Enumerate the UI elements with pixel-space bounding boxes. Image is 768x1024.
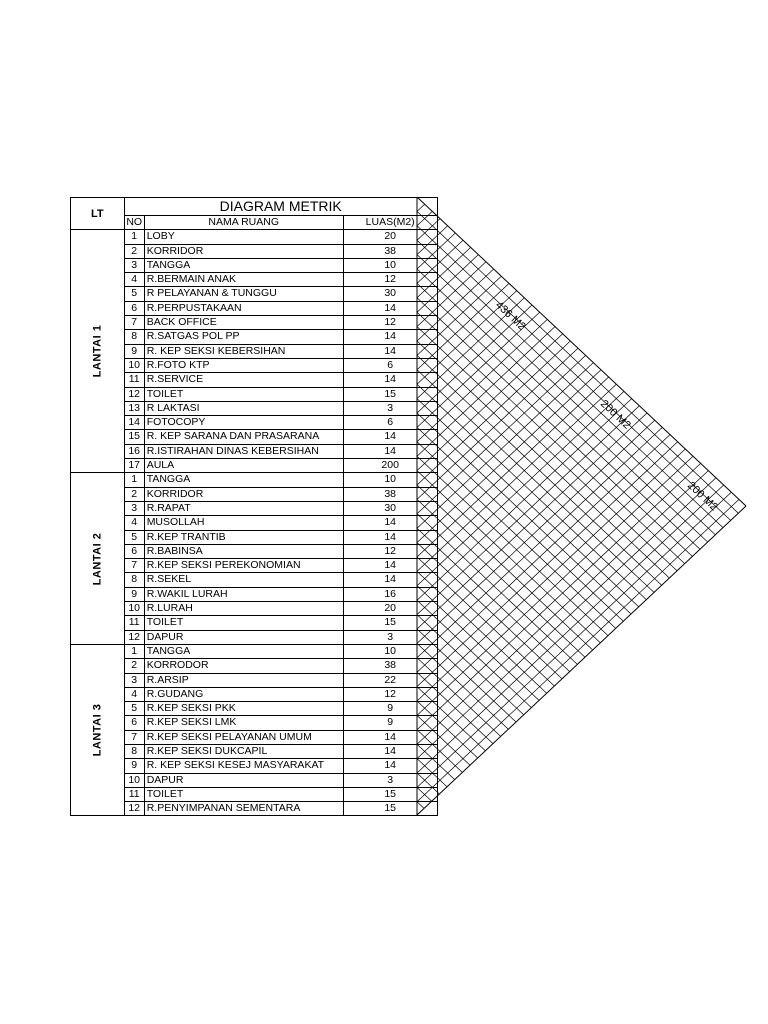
row-number: 3 <box>124 501 144 515</box>
row-number: 5 <box>124 287 144 301</box>
room-name: R.BABINSA <box>144 544 343 558</box>
row-number: 2 <box>124 659 144 673</box>
room-area: 14 <box>343 373 437 387</box>
room-name: R.KEP TRANTIB <box>144 530 343 544</box>
room-area: 14 <box>343 444 437 458</box>
table-row <box>71 330 438 344</box>
room-name: R.KEP SEKSI PELAYANAN UMUM <box>144 730 343 744</box>
room-name: KORRIDOR <box>144 487 343 501</box>
table-row <box>71 444 438 458</box>
floor-total-label: 436 M2 <box>492 299 528 334</box>
table-row <box>71 316 438 330</box>
table-row <box>71 644 438 658</box>
room-name: TANGGA <box>144 644 343 658</box>
page-title: DIAGRAM METRIK <box>124 198 437 216</box>
row-number: 3 <box>124 258 144 272</box>
row-number: 8 <box>124 744 144 758</box>
table-row <box>71 373 438 387</box>
room-name: R.SERVICE <box>144 373 343 387</box>
room-area: 3 <box>343 630 437 644</box>
room-name: R.WAKIL LURAH <box>144 587 343 601</box>
room-area: 12 <box>343 544 437 558</box>
room-area: 14 <box>343 430 437 444</box>
room-name: R PELAYANAN & TUNGGU <box>144 287 343 301</box>
table-row <box>71 730 438 744</box>
floor-label-cell <box>71 644 125 816</box>
room-name: R.LURAH <box>144 602 343 616</box>
room-area: 14 <box>343 301 437 315</box>
room-area: 38 <box>343 659 437 673</box>
room-name: R.KEP SEKSI PKK <box>144 702 343 716</box>
table-row <box>71 430 438 444</box>
room-name: R.ARSIP <box>144 673 343 687</box>
room-name: R.KEP SEKSI PEREKONOMIAN <box>144 559 343 573</box>
floor-total-label: 200 M2 <box>684 479 720 514</box>
row-number: 7 <box>124 316 144 330</box>
table-row <box>71 344 438 358</box>
room-name: R LAKTASI <box>144 401 343 415</box>
row-number: 4 <box>124 687 144 701</box>
row-number: 12 <box>124 630 144 644</box>
table-row <box>71 616 438 630</box>
row-number: 4 <box>124 516 144 530</box>
room-area: 12 <box>343 316 437 330</box>
table-row <box>71 673 438 687</box>
row-number: 1 <box>124 230 144 244</box>
row-number: 11 <box>124 373 144 387</box>
table-row <box>71 687 438 701</box>
room-name: TOILET <box>144 616 343 630</box>
row-number: 9 <box>124 344 144 358</box>
row-number: 3 <box>124 673 144 687</box>
table-row <box>71 802 438 816</box>
row-number: 10 <box>124 773 144 787</box>
room-area: 6 <box>343 358 437 372</box>
room-area: 14 <box>343 516 437 530</box>
room-area: 10 <box>343 258 437 272</box>
row-number: 2 <box>124 244 144 258</box>
room-area: 9 <box>343 716 437 730</box>
room-name: R.SATGAS POL PP <box>144 330 343 344</box>
row-number: 8 <box>124 330 144 344</box>
table-row <box>71 759 438 773</box>
room-area: 3 <box>343 773 437 787</box>
row-number: 11 <box>124 787 144 801</box>
floor-label: LANTAI 3 <box>91 703 104 757</box>
room-area: 14 <box>343 573 437 587</box>
row-number: 10 <box>124 358 144 372</box>
room-name: R.PERPUSTAKAAN <box>144 301 343 315</box>
room-name: R. KEP SEKSI KESEJ MASYARAKAT <box>144 759 343 773</box>
row-number: 6 <box>124 544 144 558</box>
room-area: 22 <box>343 673 437 687</box>
row-number: 6 <box>124 716 144 730</box>
room-name: R.KEP SEKSI DUKCAPIL <box>144 744 343 758</box>
table-row <box>71 559 438 573</box>
room-area: 200 <box>343 459 437 473</box>
nama-ruang-header: NAMA RUANG <box>144 216 343 230</box>
room-name: R.ISTIRAHAN DINAS KEBERSIHAN <box>144 444 343 458</box>
table-row <box>71 602 438 616</box>
room-name: KORRIDOR <box>144 244 343 258</box>
room-name: LOBY <box>144 230 343 244</box>
room-area: 16 <box>343 587 437 601</box>
lt-header: LT <box>71 198 125 230</box>
table-row <box>71 573 438 587</box>
room-area: 30 <box>343 501 437 515</box>
row-number: 4 <box>124 273 144 287</box>
row-number: 8 <box>124 573 144 587</box>
room-area: 10 <box>343 473 437 487</box>
row-number: 15 <box>124 430 144 444</box>
room-name: KORRODOR <box>144 659 343 673</box>
room-area: 15 <box>343 802 437 816</box>
floor-total-label: 200 M2 <box>597 397 633 432</box>
row-number: 2 <box>124 487 144 501</box>
table-row <box>71 358 438 372</box>
row-number: 7 <box>124 559 144 573</box>
room-area: 15 <box>343 387 437 401</box>
table-row <box>71 544 438 558</box>
row-number: 13 <box>124 401 144 415</box>
room-name: R.KEP SEKSI LMK <box>144 716 343 730</box>
room-name: TANGGA <box>144 258 343 272</box>
table-row <box>71 473 438 487</box>
row-number: 14 <box>124 416 144 430</box>
room-name: R.RAPAT <box>144 501 343 515</box>
room-name: R.GUDANG <box>144 687 343 701</box>
room-name: R.SEKEL <box>144 573 343 587</box>
table-row <box>71 459 438 473</box>
table-row <box>71 787 438 801</box>
room-area: 9 <box>343 702 437 716</box>
room-area: 14 <box>343 344 437 358</box>
floor-label-cell <box>71 473 125 645</box>
metric-table-body <box>71 198 438 816</box>
room-area: 30 <box>343 287 437 301</box>
room-area: 20 <box>343 230 437 244</box>
room-area: 10 <box>343 644 437 658</box>
room-name: AULA <box>144 459 343 473</box>
room-area: 14 <box>343 330 437 344</box>
floor-label: LANTAI 2 <box>91 532 104 585</box>
table-row <box>71 630 438 644</box>
table-title-row <box>71 198 438 216</box>
row-number: 1 <box>124 644 144 658</box>
table-row <box>71 230 438 244</box>
room-area: 38 <box>343 487 437 501</box>
room-name: R. KEP SARANA DAN PRASARANA <box>144 430 343 444</box>
room-name: R.BERMAIN ANAK <box>144 273 343 287</box>
room-name: FOTOCOPY <box>144 416 343 430</box>
row-number: 17 <box>124 459 144 473</box>
row-number: 12 <box>124 802 144 816</box>
room-area: 12 <box>343 273 437 287</box>
table-row <box>71 516 438 530</box>
room-name: R. KEP SEKSI KEBERSIHAN <box>144 344 343 358</box>
no-header: NO <box>124 216 144 230</box>
row-number: 7 <box>124 730 144 744</box>
room-area: 14 <box>343 559 437 573</box>
table-row <box>71 244 438 258</box>
room-name: DAPUR <box>144 630 343 644</box>
row-number: 6 <box>124 301 144 315</box>
room-name: BACK OFFICE <box>144 316 343 330</box>
room-name: R.PENYIMPANAN SEMENTARA <box>144 802 343 816</box>
row-number: 12 <box>124 387 144 401</box>
row-number: 5 <box>124 702 144 716</box>
room-area: 14 <box>343 730 437 744</box>
metric-table <box>70 197 438 816</box>
table-row <box>71 659 438 673</box>
floor-label-cell <box>71 230 125 473</box>
table-row <box>71 530 438 544</box>
row-number: 9 <box>124 587 144 601</box>
row-number: 10 <box>124 602 144 616</box>
room-name: TANGGA <box>144 473 343 487</box>
room-area: 3 <box>343 401 437 415</box>
room-name: TOILET <box>144 387 343 401</box>
table-row <box>71 416 438 430</box>
table-row <box>71 702 438 716</box>
room-area: 14 <box>343 759 437 773</box>
table-row <box>71 501 438 515</box>
room-area: 38 <box>343 244 437 258</box>
row-number: 11 <box>124 616 144 630</box>
table-row <box>71 258 438 272</box>
room-area: 15 <box>343 616 437 630</box>
table-row <box>71 716 438 730</box>
row-number: 1 <box>124 473 144 487</box>
room-name: DAPUR <box>144 773 343 787</box>
table-row <box>71 773 438 787</box>
table-row <box>71 587 438 601</box>
room-name: R.FOTO KTP <box>144 358 343 372</box>
table-row <box>71 744 438 758</box>
row-number: 9 <box>124 759 144 773</box>
room-area: 6 <box>343 416 437 430</box>
table-row <box>71 401 438 415</box>
table-header-row <box>71 216 438 230</box>
room-area: 14 <box>343 530 437 544</box>
room-name: TOILET <box>144 787 343 801</box>
row-number: 16 <box>124 444 144 458</box>
room-name: MUSOLLAH <box>144 516 343 530</box>
table-row <box>71 301 438 315</box>
floor-label: LANTAI 1 <box>91 324 104 378</box>
table-row <box>71 487 438 501</box>
luas-header: LUAS(M2) <box>343 216 437 230</box>
table-row <box>71 287 438 301</box>
room-area: 14 <box>343 744 437 758</box>
table-row <box>71 387 438 401</box>
room-area: 20 <box>343 602 437 616</box>
row-number: 5 <box>124 530 144 544</box>
table-row <box>71 273 438 287</box>
room-area: 12 <box>343 687 437 701</box>
room-area: 15 <box>343 787 437 801</box>
